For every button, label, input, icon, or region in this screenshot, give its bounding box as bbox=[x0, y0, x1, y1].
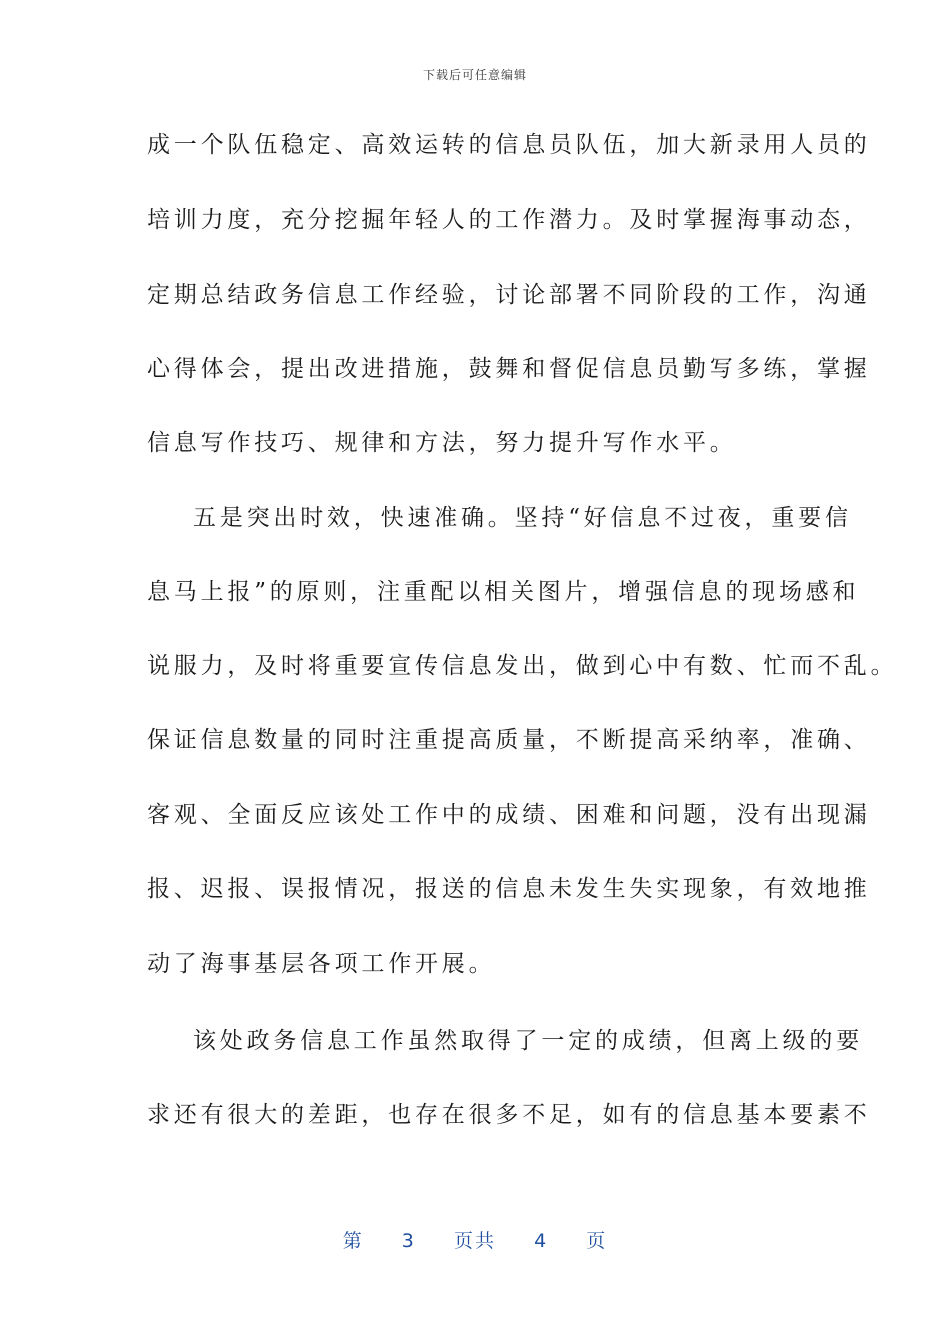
text-line: 定期总结政务信息工作经验，讨论部署不同阶段的工作，沟通 bbox=[147, 282, 871, 308]
total-pages-number: 4 bbox=[534, 1230, 549, 1252]
text-line: 报、迟报、误报情况，报送的信息未发生失实现象，有效地推 bbox=[147, 876, 871, 902]
footer-suffix: 页 bbox=[586, 1230, 608, 1252]
paragraph-first-line: 该处政务信息工作虽然取得了一定的成绩，但离上级的要 bbox=[193, 1028, 863, 1054]
text-line: 息马上报”的原则，注重配以相关图片，增强信息的现场感和 bbox=[147, 579, 860, 605]
footer-prefix: 第 bbox=[342, 1230, 364, 1252]
current-page-number: 3 bbox=[401, 1230, 416, 1252]
page-footer bbox=[0, 1226, 950, 1253]
text-line: 信息写作技巧、规律和方法，努力提升写作水平。 bbox=[147, 430, 737, 456]
text-line: 培训力度，充分挖掘年轻人的工作潜力。及时掌握海事动态， bbox=[147, 207, 871, 233]
text-line: 说服力，及时将重要宣传信息发出，做到心中有数、忙而不乱。 bbox=[147, 653, 898, 679]
text-line: 求还有很大的差距，也存在很多不足，如有的信息基本要素不 bbox=[147, 1102, 871, 1128]
text-line: 成一个队伍稳定、高效运转的信息员队伍，加大新录用人员的 bbox=[147, 132, 871, 158]
text-line: 动了海事基层各项工作开展。 bbox=[147, 951, 496, 977]
page-header-note: 下载后可任意编辑 bbox=[422, 68, 527, 82]
text-line: 保证信息数量的同时注重提高质量，不断提高采纳率，准确、 bbox=[147, 727, 871, 753]
text-line: 心得体会，提出改进措施，鼓舞和督促信息员勤写多练，掌握 bbox=[147, 356, 871, 382]
paragraph-first-line: 五是突出时效，快速准确。坚持“好信息不过夜，重要信 bbox=[193, 505, 852, 531]
text-line: 客观、全面反应该处工作中的成绩、困难和问题，没有出现漏 bbox=[147, 802, 871, 828]
footer-middle: 页共 bbox=[453, 1230, 496, 1252]
